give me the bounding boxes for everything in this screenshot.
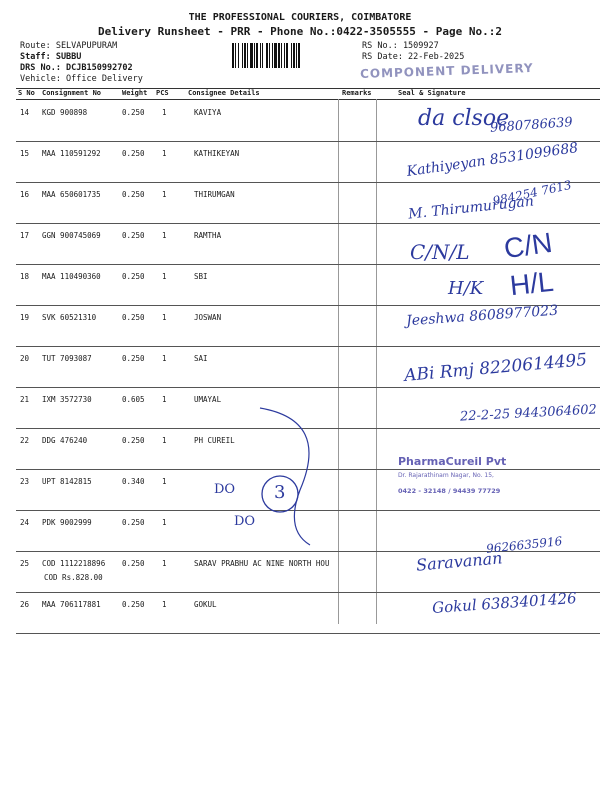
handwritten-signature-phone: Jeeshwa 8608977023 [405,302,559,330]
row-consignment: DDG 476240 [42,436,88,445]
stamp-company-name: PharmaCureil Pvt [398,455,507,468]
barcode-bar [296,43,297,68]
meta-right [362,41,464,63]
col-pcs: PCS [156,89,169,97]
row-sno: 16 [20,190,30,199]
row-consignment: TUT 7093087 [42,354,92,363]
row-weight: 0.250 [122,190,145,199]
row-consignment: MAA 110591292 [42,149,101,158]
row-consignee: SARAV PRABHU AC NINE NORTH HOU [194,559,330,568]
col-consignment: Consignment No [42,89,102,97]
row-weight: 0.250 [122,108,145,117]
row-weight: 0.605 [122,395,145,404]
row-pcs: 1 [162,108,167,117]
row-consignment: MAA 650601735 [42,190,101,199]
row-consignee: SAI [194,354,208,363]
row-sno: 26 [20,600,30,609]
row-sno: 24 [20,518,30,527]
row-pcs: 1 [162,477,167,486]
handwritten-phone: 9680786639 [489,115,574,136]
barcode-bar [272,43,273,68]
row-cod-amount: COD Rs.828.00 [44,573,103,582]
row-pcs: 1 [162,313,167,322]
handwritten-bracket [190,400,390,550]
col-sno: S No [18,89,35,97]
barcode [232,43,356,68]
handwritten-do: DO [214,482,236,497]
row-pcs: 1 [162,600,167,609]
row-consignment: GGN 900745069 [42,231,101,240]
col-weight: Weight [122,89,148,97]
col-seal-signature: Seal & Signature [398,89,466,97]
row-sno: 14 [20,108,30,117]
handwritten-signature-phone: ABi Rmj 8220614495 [403,350,588,386]
row-consignee: SBI [194,272,208,281]
handwritten-signature: Saravanan [415,548,504,575]
handwritten-number: 3 [274,482,286,503]
barcode-bar [293,43,295,68]
handwritten-signature: M. Thirumurugan [407,193,535,223]
col-remarks: Remarks [342,89,372,97]
row-consignee: RAMTHA [194,231,222,240]
route: Route: SELVAPUPURAM [20,41,118,51]
table-row [16,551,600,593]
row-pcs: 1 [162,149,167,158]
row-sno: 15 [20,149,30,158]
row-consignment: SVK 60521310 [42,313,97,322]
row-pcs: 1 [162,559,167,568]
rs-number: RS No.: 1509927 [362,41,439,51]
row-weight: 0.250 [122,600,145,609]
row-consignment: MAA 706117881 [42,600,101,609]
row-consignee: UMAYAL [194,395,222,404]
rs-date: RS Date: 22-Feb-2025 [362,52,465,62]
handwritten-date-phone: 22-2-25 9443064602 [459,402,598,425]
handwritten-phone: 984254 7613 [491,177,573,209]
barcode-bar [266,43,268,68]
barcode-bar [286,43,288,68]
stamp-phone: 0422 - 32148 / 94439 77729 [398,487,501,495]
row-sno: 21 [20,395,30,404]
barcode-bar [281,43,282,68]
barcode-bar [269,43,270,68]
row-consignment: COD 1112218896 [42,559,106,568]
table-top-rule [16,88,600,89]
barcode-bar [242,43,243,68]
row-consignment: IXM 3572730 [42,395,92,404]
row-pcs: 1 [162,395,167,404]
handwritten-note: H/L [508,265,556,302]
row-consignee: KATHIKEYAN [194,149,240,158]
row-sno: 25 [20,559,30,568]
company-name: THE PROFESSIONAL COURIERS, COIMBATORE [188,12,412,23]
row-pcs: 1 [162,272,167,281]
row-sno: 23 [20,477,30,486]
row-consignee: PH CUREIL [194,436,235,445]
row-weight: 0.250 [122,436,145,445]
handwritten-note: C/N [502,226,555,265]
row-consignment: MAA 110490360 [42,272,101,281]
row-consignee: THIRUMGAN [194,190,235,199]
barcode-bar [250,43,253,68]
row-pcs: 1 [162,190,167,199]
runsheet-title: Delivery Runsheet - PRR - Phone No.:0422-3505555 - Page No.:2 [98,25,502,38]
row-consignee: JOSWAN [194,313,222,322]
row-weight: 0.250 [122,149,145,158]
row-consignment: PDK 9002999 [42,518,92,527]
handwritten-signature: da clsoe [418,106,510,131]
row-sno: 22 [20,436,30,445]
barcode-bar [284,43,285,68]
vehicle: Vehicle: Office Delivery [20,74,143,84]
row-weight: 0.250 [122,272,145,281]
row-pcs: 1 [162,231,167,240]
handwritten-signature-phone: Kathiyeyan 8531099688 [405,140,580,180]
row-pcs: 1 [162,436,167,445]
barcode-bar [298,43,300,68]
barcode-bar [235,43,236,68]
meta-left [20,41,143,85]
row-pcs: 1 [162,354,167,363]
col-consignee: Consignee Details [188,89,260,97]
row-weight: 0.340 [122,477,145,486]
row-sno: 17 [20,231,30,240]
barcode-bar [260,43,261,68]
row-consignee: KAVIYA [194,108,222,117]
row-consignment: UPT 8142815 [42,477,92,486]
row-consignment: KGD 900898 [42,108,88,117]
row-weight: 0.250 [122,559,145,568]
barcode-bar [256,43,258,68]
handwritten-do: DO [234,514,256,529]
row-weight: 0.250 [122,354,145,363]
drs-number: DRS No.: DCJB150992702 [20,63,133,73]
handwritten-phone: 9626635916 [485,534,563,556]
row-weight: 0.250 [122,231,145,240]
barcode-bar [244,43,246,68]
delivery-stamp: COMPONENT DELIVERY [359,60,534,82]
handwritten-note: C/N/L [410,240,470,264]
staff: Staff: SUBBU [20,52,82,62]
handwritten-note: H/K [448,278,484,299]
barcode-bar [232,43,234,68]
row-consignee: GOKUL [194,600,217,609]
barcode-bar [254,43,255,68]
barcode-bar [274,43,277,68]
stamp-address: Dr. Rajarathinam Nagar, No. 15, [398,472,494,479]
row-sno: 20 [20,354,30,363]
barcode-bar [278,43,280,68]
row-weight: 0.250 [122,313,145,322]
row-pcs: 1 [162,518,167,527]
row-sno: 19 [20,313,30,322]
handwritten-signature-phone: Gokul 6383401426 [431,588,578,618]
barcode-bar [238,43,239,68]
barcode-bar [291,43,292,68]
row-weight: 0.250 [122,518,145,527]
barcode-bar [247,43,248,68]
row-sno: 18 [20,272,30,281]
barcode-bar [262,43,263,68]
company-stamp [398,455,583,519]
